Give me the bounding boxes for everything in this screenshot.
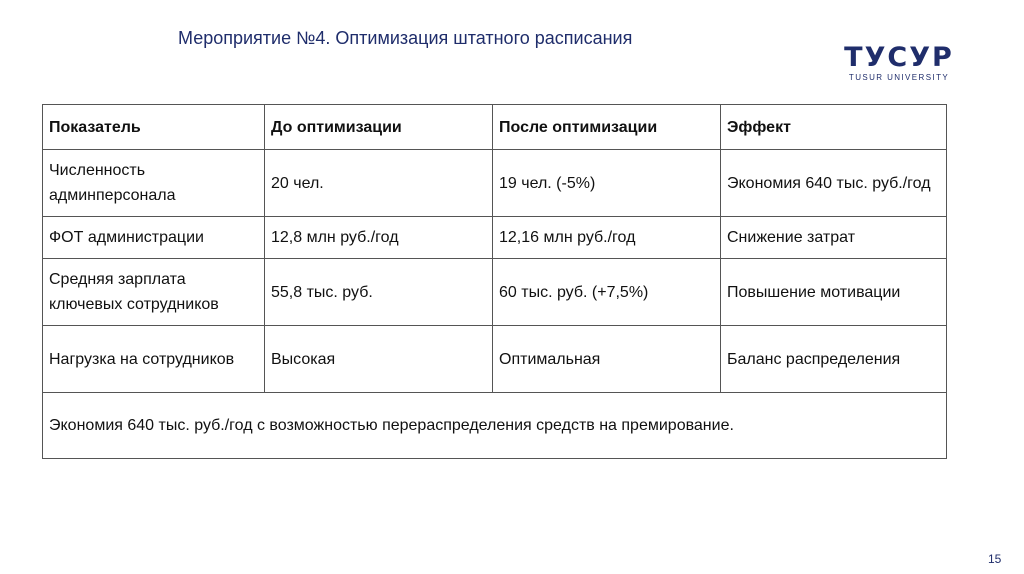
cell-indicator: ФОТ администрации (43, 217, 265, 259)
logo-subtitle: TUSUR UNIVERSITY (848, 73, 950, 82)
cell-after: 60 тыс. руб. (+7,5%) (493, 259, 721, 326)
optimization-table (42, 104, 947, 459)
cell-effect: Баланс распределения (721, 326, 947, 393)
cell-indicator: Средняя зарплата ключевых сотрудников (43, 259, 265, 326)
table-row (43, 326, 947, 393)
table-row (43, 259, 947, 326)
table-row (43, 217, 947, 259)
table-header-row (43, 105, 947, 150)
cell-after: 12,16 млн руб./год (493, 217, 721, 259)
table-row (43, 150, 947, 217)
cell-indicator: Численность админперсонала (43, 150, 265, 217)
cell-before: 20 чел. (265, 150, 493, 217)
logo-name: ТУСУР (844, 42, 954, 73)
header-indicator: Показатель (43, 105, 265, 150)
cell-effect: Экономия 640 тыс. руб./год (721, 150, 947, 217)
summary-cell: Экономия 640 тыс. руб./год с возможностью перераспределения средств на премирование. (43, 393, 947, 459)
cell-effect: Снижение затрат (721, 217, 947, 259)
cell-before: 55,8 тыс. руб. (265, 259, 493, 326)
cell-after: 19 чел. (-5%) (493, 150, 721, 217)
header-after: После оптимизации (493, 105, 721, 150)
cell-indicator: Нагрузка на сотрудников (43, 326, 265, 393)
cell-before: 12,8 млн руб./год (265, 217, 493, 259)
cell-after: Оптимальная (493, 326, 721, 393)
table-summary-row (43, 393, 947, 459)
cell-effect: Повышение мотивации (721, 259, 947, 326)
header-before: До оптимизации (265, 105, 493, 150)
tusur-logo (840, 44, 958, 83)
header-effect: Эффект (721, 105, 947, 150)
slide-title: Мероприятие №4. Оптимизация штатного расписания (178, 28, 633, 48)
cell-before: Высокая (265, 326, 493, 393)
page-number: 15 (988, 552, 1002, 566)
